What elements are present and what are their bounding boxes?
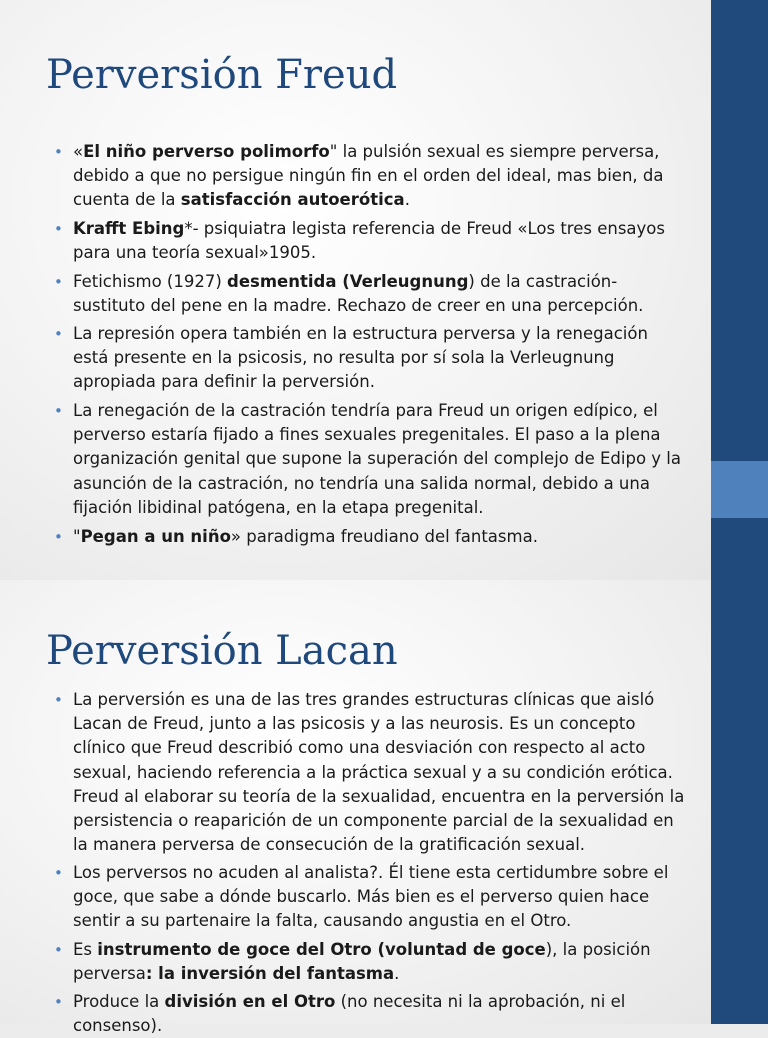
slide-title: Perversión Lacan: [46, 628, 398, 674]
bullet-item: • Krafft Ebing*- psiquiatra legista referencia de Freud «Los tres ensayos para una teoría sexual»1905.: [73, 217, 688, 265]
bullet-item: • La perversión es una de las tres grandes estructuras clínicas que aisló Lacan de Freud, junto a las psicosis y a las neurosis. Es un concepto clínico que Freud describió como una desviación con respecto al acto sexual, haciendo referencia a la práctica sexual y a su condición erótica. Freud al elaborar su teoría de la sexualidad, encuentra en la perversión la persistencia o reaparición de un componente parcial de la sexualidad en la manera perversa de consecución de la gratificación sexual.: [73, 688, 688, 857]
decorative-side-accent: [711, 461, 768, 518]
bullet-item: • "Pegan a un niño» paradigma freudiano del fantasma.: [73, 525, 688, 549]
slide-perversion-lacan: [0, 580, 711, 1036]
bullet-item: • Los perversos no acuden al analista?. Él tiene esta certidumbre sobre el goce, que sabe a dónde buscarlo. Más bien es el perverso quien hace sentir a su partenaire la falta, causando angustia en el Otro.: [73, 861, 688, 934]
bullet-item: • La renegación de la castración tendría para Freud un origen edípico, el perverso estaría fijado a fines sexuales pregenitales. El paso a la plena organización genital que supone la superación del complejo de Edipo y la asunción de la castración, no tendría una salida normal, debido a una fijación libidinal patógena, en la etapa pregenital.: [73, 399, 688, 520]
slide-title: Perversión Freud: [46, 52, 398, 98]
bullet-item: • Fetichismo (1927) desmentida (Verleugnung) de la castración-sustituto del pene en la madre. Rechazo de creer en una percepción.: [73, 270, 688, 318]
bullet-item: • Produce la división en el Otro (no necesita ni la aprobación, ni el consenso).: [73, 990, 688, 1038]
bullet-item: • «El niño perverso polimorfo" la pulsión sexual es siempre perversa, debido a que no persigue ningún fin en el orden del ideal, mas bien, da cuenta de la satisfacción autoerótica.: [73, 140, 688, 213]
bullet-item: • La represión opera también en la estructura perversa y la renegación está presente en la psicosis, no resulta por sí sola la Verleugnung apropiada para definir la perversión.: [73, 322, 688, 395]
bullet-item: • Es instrumento de goce del Otro (voluntad de goce), la posición perversa: la inversión del fantasma.: [73, 938, 688, 986]
